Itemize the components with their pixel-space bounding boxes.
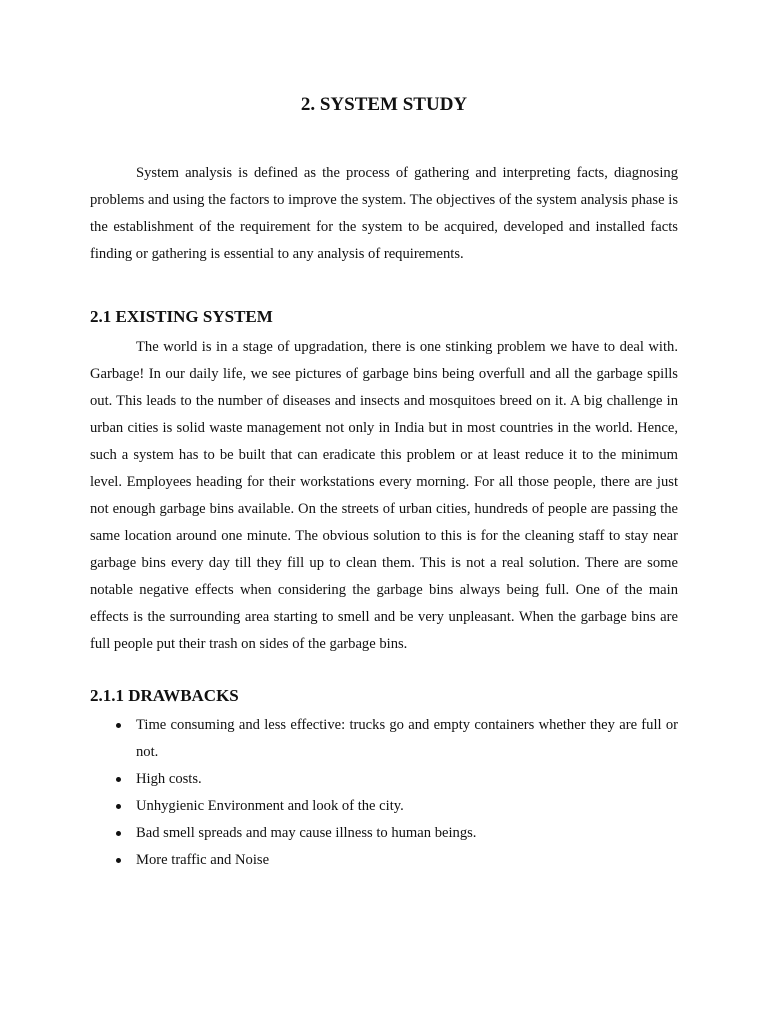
list-item [90, 820, 678, 847]
bullet-icon [116, 858, 121, 863]
bullet-icon [116, 831, 121, 836]
drawbacks-list [90, 712, 678, 874]
list-item [90, 793, 678, 820]
existing-system-paragraph: The world is in a stage of upgradation, there is one stinking problem we have to deal with. Garbage! In our daily life, we see pictures of garbage bins being overfull and all the garbage spills out. This leads to the number of diseases and insects and mosquitoes breed on it. A big challenge in urban cities is solid waste management not only in India but in most countries in the world. Hence, such a system has to be built that can eradicate this problem or at least reduce it to the minimum level. Employees heading for their workstations every morning. For all those people, there are just not enough garbage bins available. On the streets of urban cities, hundreds of people are passing the same location around one minute. The obvious solution to this is for the cleaning staff to stay near garbage bins every day till they fill up to clean them. This is not a real solution. There are some notable negative effects when considering the garbage bins always being full. One of the main effects is the surrounding area starting to smell and be very unpleasant. When the garbage bins are full people put their trash on sides of the garbage bins. [90, 339, 678, 652]
list-item [90, 712, 678, 766]
list-item-text: Unhygienic Environment and look of the city. [136, 798, 404, 814]
list-item [90, 847, 678, 874]
section-heading-drawbacks: 2.1.1 DRAWBACKS [90, 686, 239, 705]
intro-paragraph: System analysis is defined as the process of gathering and interpreting facts, diagnosing problems and using the factors to improve the system. The objectives of the system analysis phase is the establishment of the requirement for the system to be acquired, developed and installed facts finding or gathering is essential to any analysis of requirements. [90, 165, 678, 262]
list-item-text: High costs. [136, 771, 202, 787]
bullet-icon [116, 777, 121, 782]
list-item-text: Time consuming and less effective: trucks go and empty containers whether they are full or not. [136, 717, 678, 760]
list-item-text: Bad smell spreads and may cause illness to human beings. [136, 825, 477, 841]
bullet-icon [116, 723, 121, 728]
page-title: 2. SYSTEM STUDY [300, 94, 468, 115]
section-heading-existing-system: 2.1 EXISTING SYSTEM [90, 307, 273, 326]
list-item-text: More traffic and Noise [136, 852, 270, 868]
list-item [90, 766, 678, 793]
bullet-icon [116, 804, 121, 809]
